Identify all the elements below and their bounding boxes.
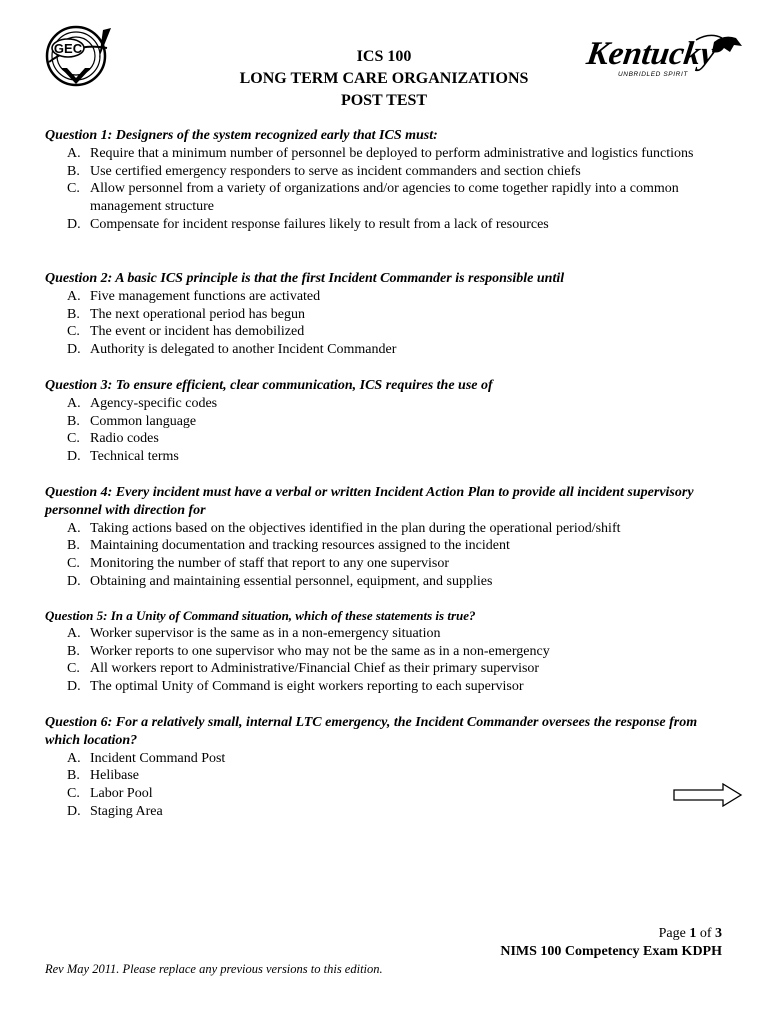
- option-text: Common language: [90, 413, 197, 429]
- option-text: Monitoring the number of staff that report to any one supervisor: [90, 556, 449, 572]
- option-letter: A.: [67, 288, 81, 304]
- option-letter: C.: [67, 181, 80, 197]
- page-label: Page: [658, 926, 690, 941]
- option-text: The optimal Unity of Command is eight workers reporting to each supervisor: [90, 679, 524, 695]
- page-current: 1: [689, 926, 697, 941]
- question-4: [45, 484, 735, 591]
- question-2-option-b: [45, 306, 735, 324]
- next-page-arrow-icon: [673, 783, 743, 807]
- question-4-heading: Question 4: Every incident must have a verbal or written Incident Action Plan to provide all incident supervisory personnel with direction for: [45, 485, 694, 518]
- question-5-option-a: [45, 625, 735, 643]
- option-text: Incident Command Post: [90, 750, 226, 766]
- option-letter: C.: [67, 324, 80, 340]
- question-2-option-a: [45, 288, 735, 306]
- option-letter: A.: [67, 395, 81, 411]
- option-letter: A.: [67, 750, 81, 766]
- option-text: The next operational period has begun: [90, 306, 305, 322]
- option-letter: B.: [67, 643, 80, 659]
- option-text: All workers report to Administrative/Financial Chief as their primary supervisor: [90, 661, 540, 677]
- question-1-option-b: [45, 163, 735, 181]
- option-letter: B.: [67, 413, 80, 429]
- question-2-heading: Question 2: A basic ICS principle is that the first Incident Commander is responsible until: [45, 271, 565, 286]
- gec-logo-text: GEC: [53, 41, 83, 56]
- option-letter: D.: [67, 573, 81, 589]
- exam-name: NIMS 100 Competency Exam KDPH: [500, 944, 722, 959]
- title-line-2: LONG TERM CARE ORGANIZATIONS: [239, 70, 529, 87]
- question-3-option-b: [45, 413, 735, 431]
- question-1-option-c: [45, 180, 735, 216]
- option-text: Five management functions are activated: [90, 288, 321, 304]
- option-text: Agency-specific codes: [90, 395, 218, 411]
- option-text: Obtaining and maintaining essential personnel, equipment, and supplies: [90, 573, 493, 589]
- question-3-option-c: [45, 430, 735, 448]
- question-3-option-d: [45, 448, 735, 466]
- option-letter: B.: [67, 163, 80, 179]
- question-6-heading: Question 6: For a relatively small, internal LTC emergency, the Incident Commander oversees the response from which location?: [45, 715, 698, 748]
- title-line-3: POST TEST: [340, 92, 428, 109]
- option-letter: D.: [67, 449, 81, 465]
- question-6-option-a: [45, 750, 735, 768]
- question-4-option-a: [45, 520, 735, 538]
- option-text: Maintaining documentation and tracking resources assigned to the incident: [90, 538, 510, 554]
- question-1: [45, 127, 735, 234]
- question-2: [45, 270, 735, 359]
- question-3-option-a: [45, 395, 735, 413]
- question-4-option-c: [45, 555, 735, 573]
- page-of: of: [696, 926, 715, 941]
- question-2-option-d: [45, 341, 735, 359]
- page-total: 3: [715, 926, 722, 941]
- option-text: Staging Area: [90, 803, 163, 819]
- question-3-heading: Question 3: To ensure efficient, clear communication, ICS requires the use of: [45, 378, 493, 393]
- option-letter: D.: [67, 216, 81, 232]
- option-letter: C.: [67, 556, 80, 572]
- question-6: [45, 714, 735, 821]
- kentucky-tagline: UNBRIDLED SPIRIT: [618, 71, 688, 78]
- question-1-heading: Question 1: Designers of the system recognized early that ICS must:: [45, 128, 438, 143]
- option-text: Require that a minimum number of personnel be deployed to perform administrative and logistics functions: [90, 145, 694, 161]
- revision-note: Rev May 2011. Please replace any previous versions to this edition.: [45, 962, 383, 976]
- question-5-option-c: [45, 660, 735, 678]
- title-line-1: ICS 100: [356, 48, 412, 65]
- option-text: Radio codes: [90, 431, 159, 447]
- option-text: Taking actions based on the objectives identified in the plan during the operational period/shift: [90, 520, 621, 536]
- option-letter: D.: [67, 342, 81, 358]
- option-text: Authority is delegated to another Incident Commander: [90, 342, 397, 358]
- question-5-option-d: [45, 678, 735, 696]
- question-5-heading: Question 5: In a Unity of Command situation, which of these statements is true?: [45, 608, 476, 623]
- option-text: Labor Pool: [90, 786, 153, 802]
- option-text: The event or incident has demobilized: [90, 324, 305, 340]
- question-2-option-c: [45, 323, 735, 341]
- option-letter: A.: [67, 625, 81, 641]
- option-letter: D.: [67, 679, 81, 695]
- kentucky-logo-text: Kentucky: [584, 35, 718, 72]
- option-letter: B.: [67, 538, 80, 554]
- option-text: Worker reports to one supervisor who may not be the same as in a non-emergency: [90, 643, 550, 659]
- document-title: [0, 46, 768, 112]
- question-1-option-a: [45, 145, 735, 163]
- option-letter: C.: [67, 431, 80, 447]
- question-6-option-c: [45, 785, 735, 803]
- question-4-option-b: [45, 537, 735, 555]
- question-5-option-b: [45, 643, 735, 661]
- question-4-option-d: [45, 573, 735, 591]
- question-6-option-d: [45, 803, 735, 821]
- option-text: Technical terms: [90, 449, 179, 465]
- page-number: [659, 926, 722, 942]
- option-text: Worker supervisor is the same as in a non-emergency situation: [90, 625, 441, 641]
- question-1-option-d: [45, 216, 735, 234]
- option-letter: A.: [67, 520, 81, 536]
- option-text: Compensate for incident response failures likely to result from a lack of resources: [90, 216, 549, 232]
- option-letter: B.: [67, 768, 80, 784]
- question-3: [45, 377, 735, 466]
- option-letter: D.: [67, 803, 81, 819]
- option-letter: B.: [67, 306, 80, 322]
- option-text: Allow personnel from a variety of organizations and/or agencies to come together rapidly into a common management structure: [90, 181, 679, 215]
- option-letter: A.: [67, 145, 81, 161]
- option-letter: C.: [67, 786, 80, 802]
- option-text: Use certified emergency responders to serve as incident commanders and section chiefs: [90, 163, 581, 179]
- option-text: Helibase: [90, 768, 139, 784]
- question-5: [45, 607, 735, 696]
- option-letter: C.: [67, 661, 80, 677]
- question-6-option-b: [45, 767, 735, 785]
